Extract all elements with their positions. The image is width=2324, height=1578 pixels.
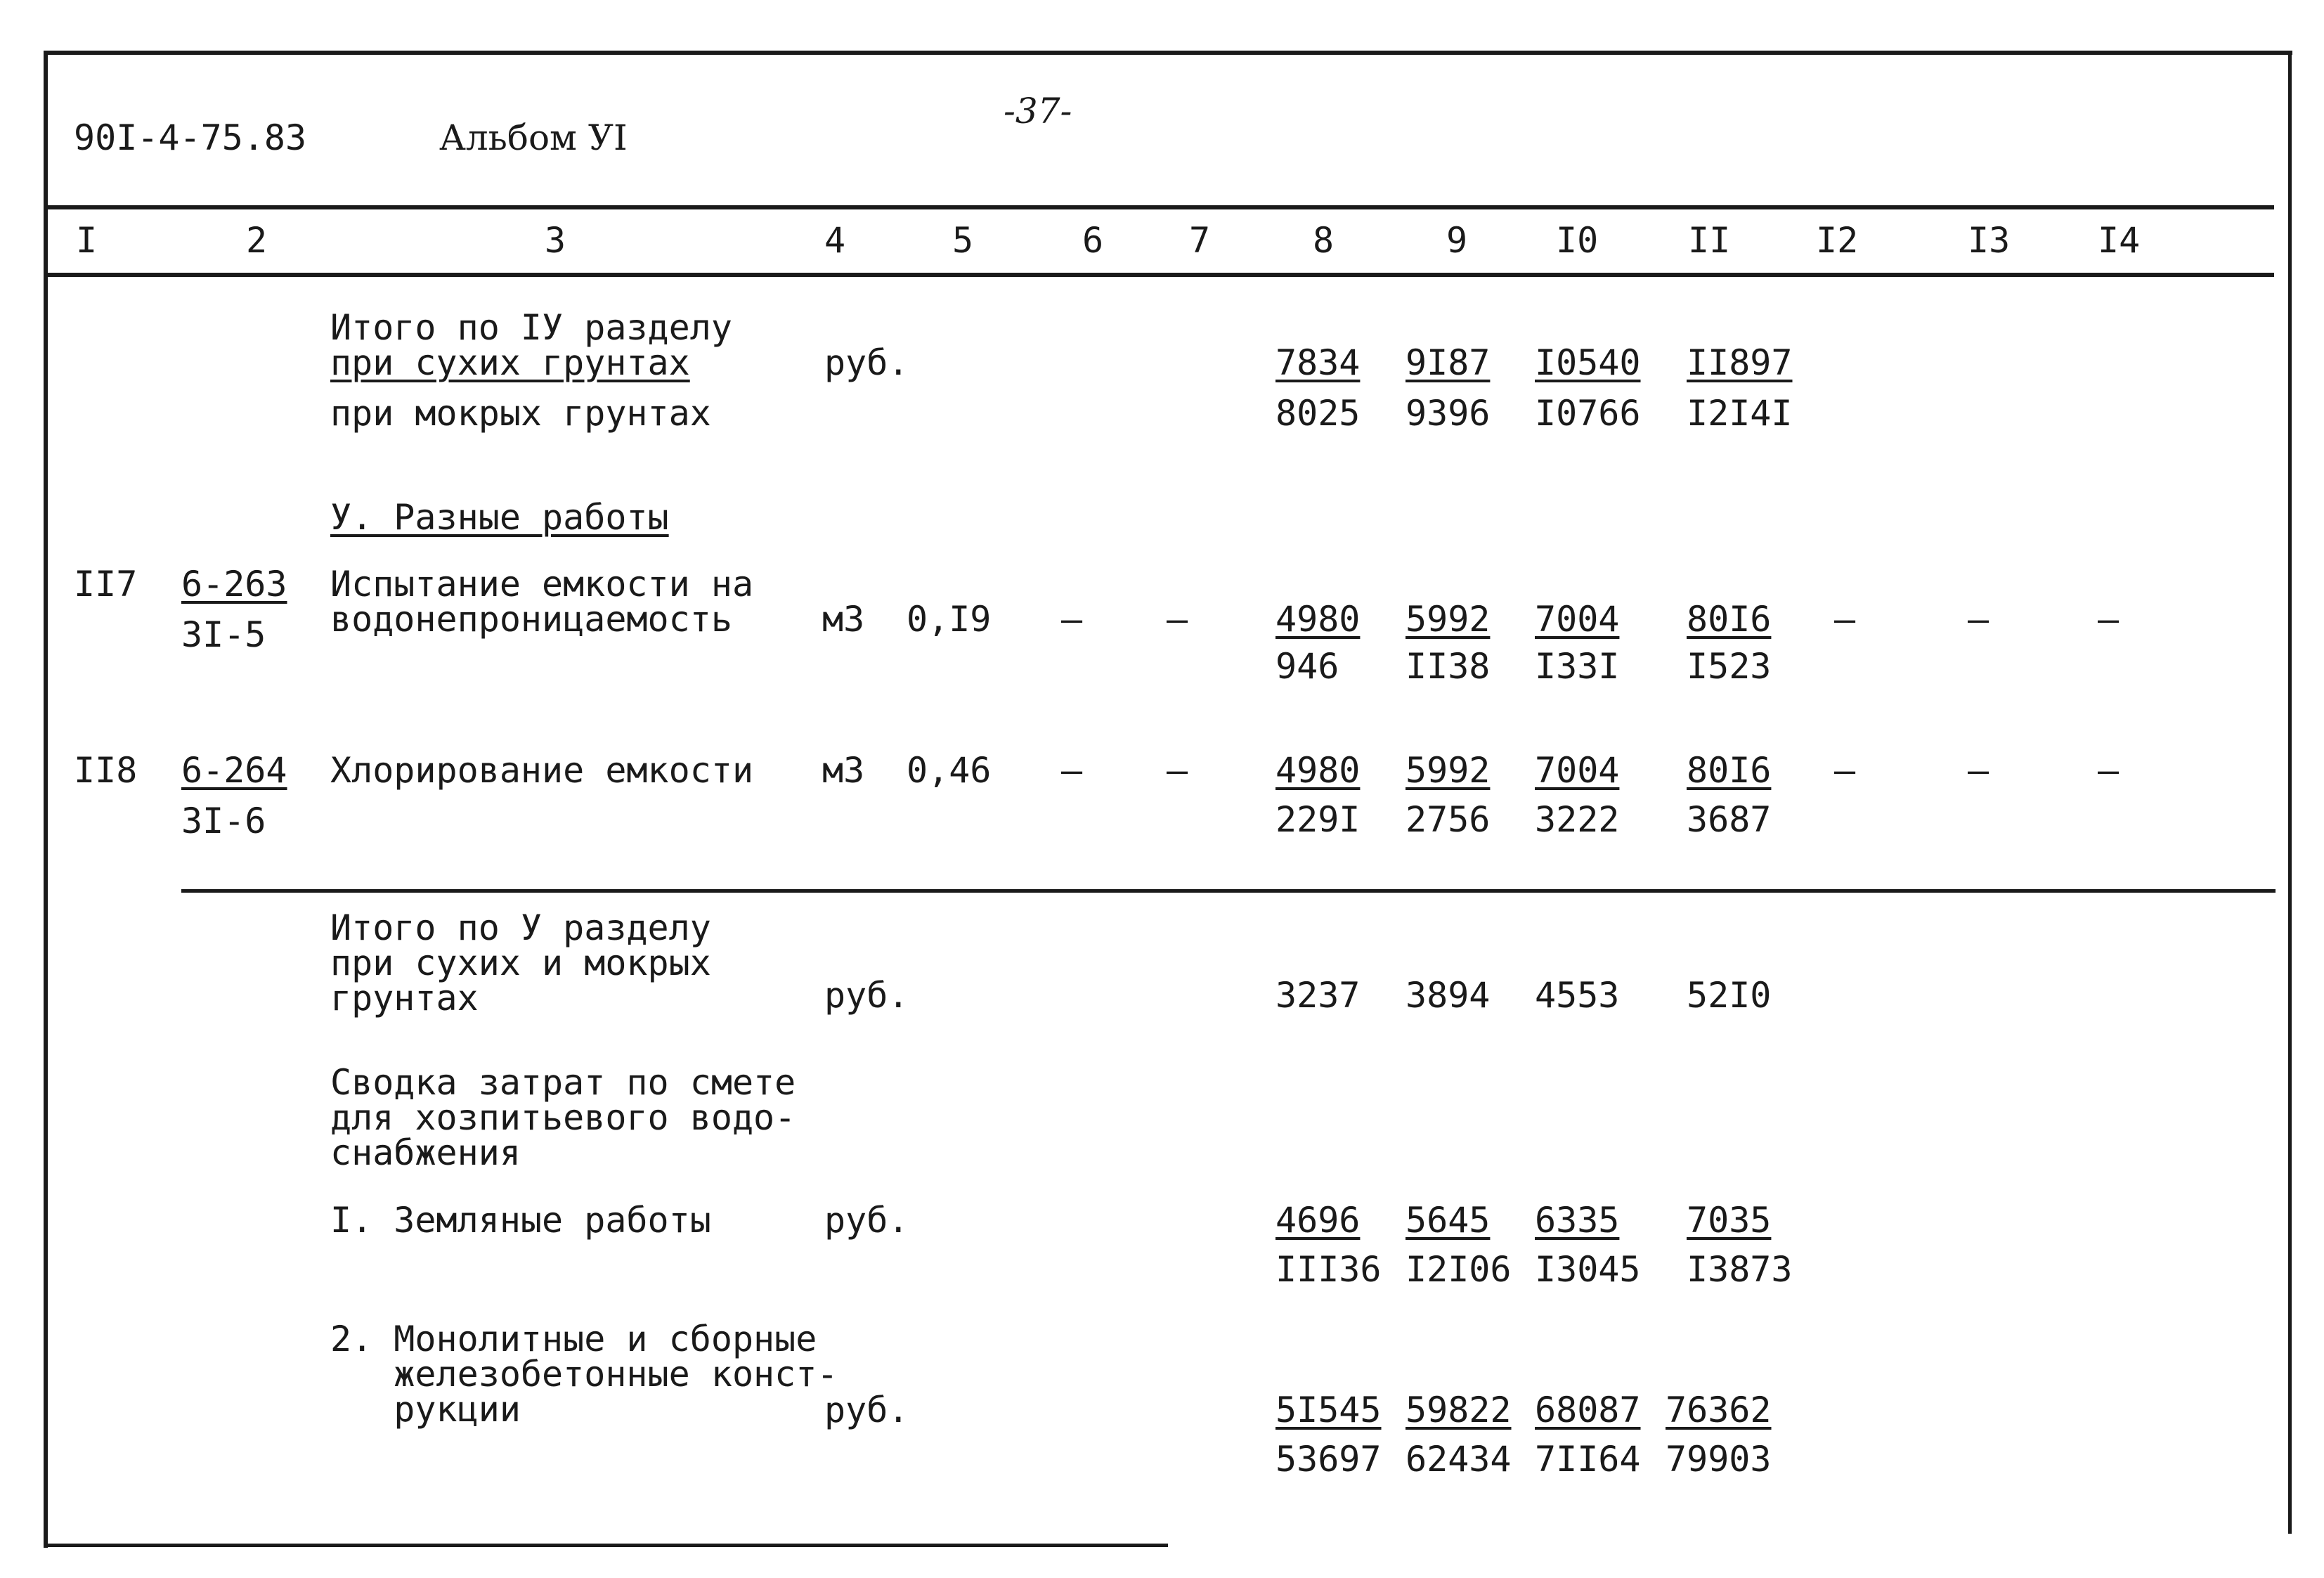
summary-item-bottom-9: I2I06 — [1406, 1249, 1512, 1290]
row-bottom-11: I523 — [1687, 646, 1772, 687]
section5-value-10: 4553 — [1535, 975, 1620, 1016]
summary-item-bottom-10: I3045 — [1535, 1249, 1641, 1290]
summary-item-top-11: 7035 — [1687, 1200, 1772, 1241]
section4-dry-9: 9I87 — [1406, 342, 1491, 383]
row-bottom-9: II38 — [1406, 646, 1491, 687]
row-col6: – — [1061, 599, 1083, 640]
row-number: II8 — [74, 750, 138, 791]
col-header-5: 5 — [952, 220, 974, 261]
row-bottom-11: 3687 — [1687, 799, 1772, 840]
section5-value-9: 3894 — [1406, 975, 1491, 1016]
summary-item-top-10: 6335 — [1535, 1200, 1620, 1241]
col-header-3: 3 — [545, 220, 566, 261]
section4-wet-label: при мокрых грунтах — [330, 393, 711, 434]
summary-item-top-11: 76362 — [1666, 1390, 1772, 1430]
album-label: Альбом УI — [439, 117, 628, 158]
row-code: 6-264 — [181, 750, 287, 791]
row-col6: – — [1061, 750, 1083, 791]
section4-dry-label: при сухих грунтах — [330, 342, 690, 383]
row-col13: – — [1968, 599, 1989, 640]
section4-wet-10: I0766 — [1535, 393, 1641, 434]
summary-item-unit: руб. — [824, 1200, 909, 1241]
row-bottom-10: I33I — [1535, 646, 1620, 687]
summary-title: Сводка затрат по смете для хозпитьевого водо- снабжения — [330, 1062, 796, 1173]
row-col13: – — [1968, 750, 1989, 791]
summary-item-top-9: 5645 — [1406, 1200, 1491, 1241]
col-header-7: 7 — [1189, 220, 1211, 261]
row-bottom-9: 2756 — [1406, 799, 1491, 840]
summary-item-bottom-8: 53697 — [1275, 1439, 1382, 1480]
page-number: -37- — [1004, 91, 1072, 131]
section4-wet-9: 9396 — [1406, 393, 1491, 434]
section5-value-8: 3237 — [1275, 975, 1361, 1016]
col-header-2: 2 — [246, 220, 268, 261]
frame-right — [2288, 51, 2292, 1534]
row-bottom-10: 3222 — [1535, 799, 1620, 840]
row-col14: – — [2098, 599, 2119, 640]
row-col7: – — [1167, 750, 1188, 791]
section4-unit: руб. — [824, 342, 909, 383]
row-top-8: 4980 — [1275, 599, 1361, 640]
section4-dry-8: 7834 — [1275, 342, 1361, 383]
col-header-14: I4 — [2098, 220, 2141, 261]
summary-item-top-8: 5I545 — [1275, 1390, 1382, 1430]
frame-bottom — [44, 1544, 1168, 1547]
row-number: II7 — [74, 564, 138, 604]
section4-wet-11: I2I4I — [1687, 393, 1793, 434]
row-bottom-8: 229I — [1275, 799, 1361, 840]
doc-code: 90I-4-75.83 — [74, 117, 307, 158]
row-name-line1: Испытание емкости на — [330, 564, 754, 604]
row-top-10: 7004 — [1535, 599, 1620, 640]
row-unit: м3 — [822, 599, 865, 640]
row-col12: – — [1834, 750, 1856, 791]
row-qty: 0,46 — [907, 750, 992, 791]
col-header-1: I — [76, 220, 98, 261]
summary-item-label: I. Земляные работы — [330, 1200, 711, 1241]
row-subcode: 3I-6 — [181, 801, 266, 841]
section4-wet-8: 8025 — [1275, 393, 1361, 434]
col-header-13: I3 — [1968, 220, 2011, 261]
row-unit: м3 — [822, 750, 865, 791]
row-top-8: 4980 — [1275, 750, 1361, 791]
row-code: 6-263 — [181, 564, 287, 604]
summary-item-top-8: 4696 — [1275, 1200, 1361, 1241]
summary-item-bottom-8: III36 — [1275, 1249, 1382, 1290]
row-bottom-8: 946 — [1275, 646, 1339, 687]
section-divider — [181, 889, 2276, 893]
col-header-11: II — [1688, 220, 1731, 261]
row-qty: 0,I9 — [907, 599, 992, 640]
section4-dry-10: I0540 — [1535, 342, 1641, 383]
row-top-9: 5992 — [1406, 599, 1491, 640]
col-header-10: I0 — [1556, 220, 1599, 261]
row-col12: – — [1834, 599, 1856, 640]
frame-top — [44, 51, 2292, 55]
summary-item-unit: руб. — [824, 1390, 909, 1430]
summary-item-top-9: 59822 — [1406, 1390, 1512, 1430]
col-header-8: 8 — [1313, 220, 1335, 261]
summary-item-top-10: 68087 — [1535, 1390, 1641, 1430]
col-header-4: 4 — [824, 220, 846, 261]
summary-item-label: 2. Монолитные и сборные железобетонные конст- рукции — [330, 1319, 838, 1430]
col-header-6: 6 — [1082, 220, 1104, 261]
col-header-12: I2 — [1816, 220, 1859, 261]
row-top-10: 7004 — [1535, 750, 1620, 791]
summary-item-bottom-10: 7II64 — [1535, 1439, 1641, 1480]
section4-total-title: Итого по IУ разделу — [330, 307, 732, 348]
summary-item-bottom-9: 62434 — [1406, 1439, 1512, 1480]
row-subcode: 3I-5 — [181, 614, 266, 655]
summary-item-bottom-11: I3873 — [1687, 1249, 1793, 1290]
section5-heading: У. Разные работы — [330, 497, 669, 538]
header-rule-top — [48, 205, 2274, 209]
row-top-9: 5992 — [1406, 750, 1491, 791]
summary-item-bottom-11: 79903 — [1666, 1439, 1772, 1480]
section5-unit: руб. — [824, 975, 909, 1016]
row-col14: – — [2098, 750, 2119, 791]
section5-value-11: 52I0 — [1687, 975, 1772, 1016]
col-header-9: 9 — [1446, 220, 1468, 261]
row-top-11: 80I6 — [1687, 750, 1772, 791]
section5-total-text: Итого по У разделу при сухих и мокрых грунтах — [330, 907, 711, 1018]
row-name-line2: водонепроницаемость — [330, 599, 732, 640]
section4-dry-11: II897 — [1687, 342, 1793, 383]
row-col7: – — [1167, 599, 1188, 640]
header-rule-bottom — [48, 273, 2274, 277]
row-top-11: 80I6 — [1687, 599, 1772, 640]
row-name-line1: Хлорирование емкости — [330, 750, 754, 791]
